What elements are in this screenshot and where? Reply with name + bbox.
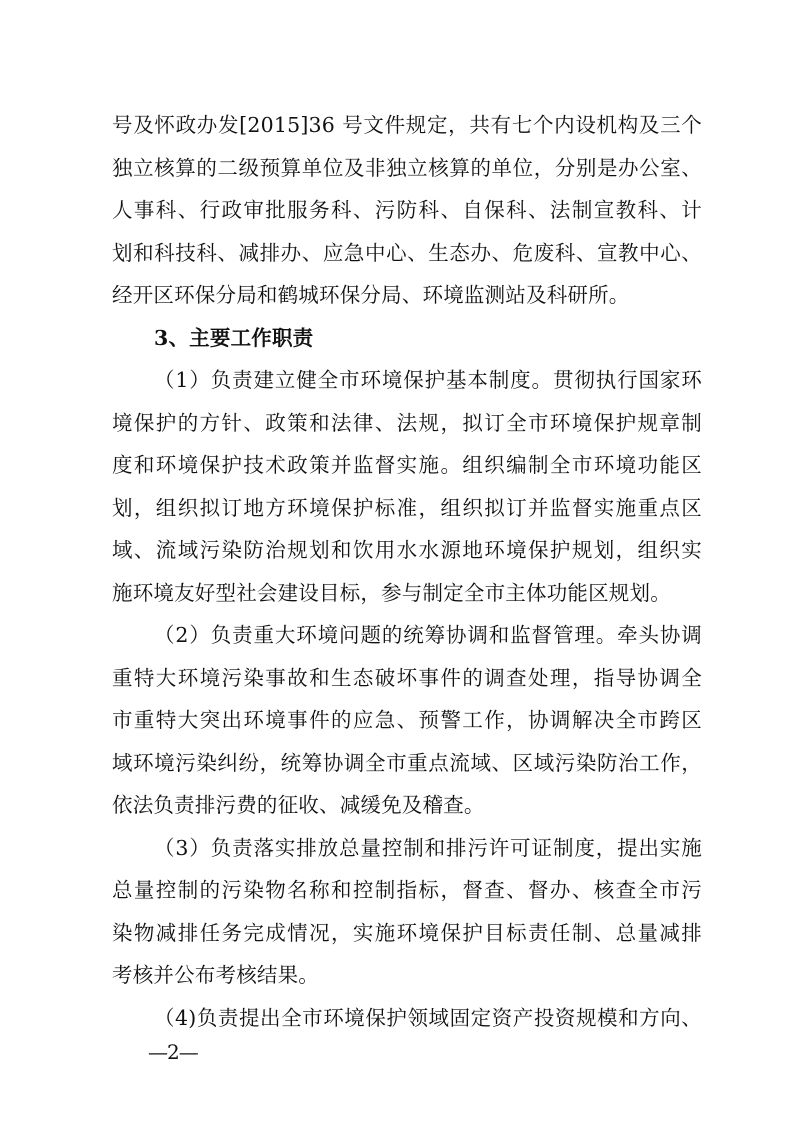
text-line: 域、流域污染防治规划和饮用水水源地环境保护规划，组织实	[112, 538, 702, 562]
text-line: 号及怀政办发[2015]36 号文件规定，共有七个内设机构及三个	[112, 113, 702, 137]
section-heading: 3、主要工作职责	[154, 325, 314, 350]
text-line: 独立核算的二级预算单位及非独立核算的单位，分别是办公室、	[112, 155, 702, 180]
text-line: 境保护的方针、政策和法律、法规，拟订全市环境保护规章制	[112, 410, 702, 435]
text-line: 经开区环保分局和鹤城环保分局、环境监测站及科研所。	[112, 283, 630, 307]
document-body	[112, 104, 702, 1039]
text-line: 考核并公布考核结果。	[112, 963, 319, 987]
text-line: 依法负责排污费的征收、减缓免及稽查。	[112, 793, 485, 817]
duty-paragraph-1	[112, 359, 702, 614]
text-line: 市重特大突出环境事件的应急、预警工作，协调解决全市跨区	[112, 708, 702, 732]
page-number: —2—	[148, 1040, 198, 1064]
text-line: （2）负责重大环境问题的统筹协调和监督管理。牵头协调	[154, 623, 702, 647]
text-line: 划，组织拟订地方环境保护标准，组织拟订并监督实施重点区	[112, 495, 702, 520]
text-line: （3）负责落实排放总量控制和排污许可证制度，提出实施	[154, 835, 702, 860]
duty-paragraph-3	[112, 827, 702, 997]
text-line: 人事科、行政审批服务科、污防科、自保科、法制宣教科、计	[112, 198, 702, 222]
text-line: 划和科技科、减排办、应急中心、生态办、危废科、宣教中心、	[112, 240, 702, 265]
text-line: （4)负责提出全市环境保护领域固定资产投资规模和方向、	[154, 1005, 702, 1030]
text-line: 度和环境保护技术政策并监督实施。组织编制全市环境功能区	[112, 453, 702, 477]
text-line: 施环境友好型社会建设目标，参与制定全市主体功能区规划。	[112, 580, 671, 605]
intro-paragraph	[112, 104, 702, 317]
text-line: 重特大环境污染事故和生态破坏事件的调查处理，指导协调全	[112, 665, 702, 690]
text-line: 染物减排任务完成情况，实施环境保护目标责任制、总量减排	[112, 920, 702, 945]
text-line: （1）负责建立健全市环境保护基本制度。贯彻执行国家环	[154, 368, 702, 392]
text-line: 域环境污染纠纷，统筹协调全市重点流域、区域污染防治工作，	[112, 750, 702, 775]
duty-paragraph-2	[112, 614, 702, 827]
text-line: 总量控制的污染物名称和控制指标，督查、督办、核查全市污	[112, 878, 702, 902]
duty-paragraph-4	[112, 997, 702, 1040]
